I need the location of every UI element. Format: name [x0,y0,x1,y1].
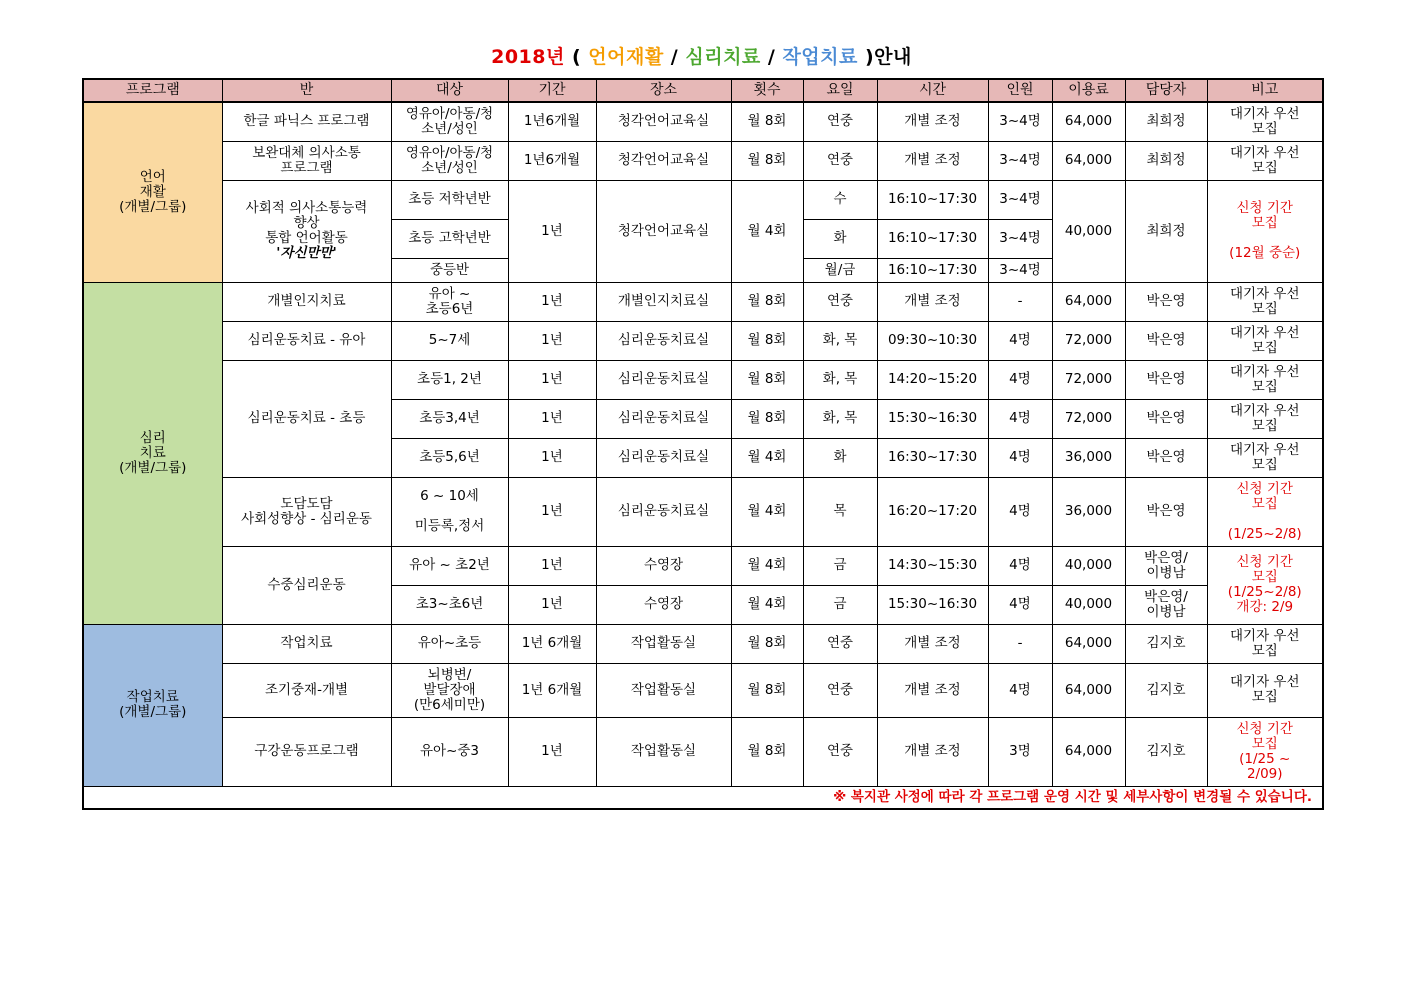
cell-target: 초등 고학년반 [391,219,508,258]
cell-period: 1년 [508,438,596,477]
cell-fee: 72,000 [1052,399,1125,438]
cell-note: 대기자 우선 모집 [1207,360,1323,399]
cell-fee: 64,000 [1052,282,1125,321]
cell-day: 연중 [803,282,877,321]
title-language-therapy: 언어재활 [588,46,664,68]
cell-people: 3~4명 [988,141,1052,180]
cell-count: 월 4회 [731,546,803,585]
cell-staff: 박은영 [1125,399,1207,438]
cell-people: 4명 [988,477,1052,546]
cell-time: 16:10~17:30 [877,219,988,258]
cell-period: 1년 [508,282,596,321]
cell-place: 작업활동실 [596,624,731,663]
cell-period: 1년 [508,477,596,546]
cell-people: 3~4명 [988,258,1052,282]
cell-people: 4명 [988,546,1052,585]
cell-people: 3~4명 [988,219,1052,258]
cell-target: 유아 ~ 초2년 [391,546,508,585]
title-sep-2: / [760,46,783,68]
header-people: 인원 [988,79,1052,102]
cell-day: 목 [803,477,877,546]
title-occupational-therapy: 작업치료 [782,46,858,68]
category-psychotherapy: 심리 치료 (개별/그룹) [83,282,222,624]
cell-target [391,477,508,546]
cell-time: 16:30~17:30 [877,438,988,477]
header-time: 시간 [877,79,988,102]
cell-fee: 64,000 [1052,624,1125,663]
cell-count: 월 8회 [731,141,803,180]
cell-class: 심리운동치료 - 유아 [222,321,391,360]
cell-place: 청각언어교육실 [596,180,731,282]
cell-time: 09:30~10:30 [877,321,988,360]
table-header-row [83,79,1323,102]
cell-time: 15:30~16:30 [877,399,988,438]
cell-time: 개별 조정 [877,717,988,786]
cell-period: 1년 6개월 [508,663,596,717]
cell-count: 월 8회 [731,663,803,717]
category-occupational-therapy: 작업치료 (개별/그룹) [83,624,222,786]
class-name: 사회적 의사소통능력 향상 통합 언어활동 [245,200,368,246]
cell-count: 월 8회 [731,399,803,438]
table-row [83,102,1323,141]
cell-place: 심리운동치료실 [596,360,731,399]
cell-staff: 김지호 [1125,663,1207,717]
cell-class: 도담도담 사회성향상 - 심리운동 [222,477,391,546]
header-day: 요일 [803,79,877,102]
cell-staff: 박은영 [1125,360,1207,399]
cell-target: 뇌병변/ 발달장애 (만6세미만) [391,663,508,717]
cell-target: 영유아/아동/청 소년/성인 [391,141,508,180]
cell-people: 4명 [988,399,1052,438]
category-language-therapy: 언어 재활 (개별/그룹) [83,102,222,282]
cell-class [222,180,391,282]
cell-target: 중등반 [391,258,508,282]
cell-count: 월 4회 [731,477,803,546]
cell-fee: 36,000 [1052,438,1125,477]
cell-note: 대기자 우선 모집 [1207,663,1323,717]
cell-class: 수중심리운동 [222,546,391,624]
cell-place: 심리운동치료실 [596,438,731,477]
cell-note: 대기자 우선 모집 [1207,141,1323,180]
title-year: 2018년 [491,46,565,68]
cell-count: 월 8회 [731,102,803,141]
cell-day: 연중 [803,663,877,717]
cell-count: 월 8회 [731,282,803,321]
header-note: 비고 [1207,79,1323,102]
note-date: (12월 중순) [1229,245,1301,261]
cell-note: 신청 기간 모집 (1/25~2/8) 개강: 2/9 [1207,546,1323,624]
cell-target: 5~7세 [391,321,508,360]
cell-staff: 최희정 [1125,180,1207,282]
cell-staff: 최희정 [1125,141,1207,180]
cell-fee: 40,000 [1052,585,1125,624]
cell-note: 대기자 우선 모집 [1207,438,1323,477]
cell-fee: 64,000 [1052,141,1125,180]
title-close: )안내 [857,46,912,68]
cell-staff: 박은영 [1125,282,1207,321]
cell-people: 3명 [988,717,1052,786]
target-type: 미등록,정서 [414,518,485,534]
title-sep-1: / [663,46,686,68]
cell-time: 15:30~16:30 [877,585,988,624]
cell-people: 3~4명 [988,180,1052,219]
cell-staff: 박은영/ 이병남 [1125,546,1207,585]
cell-period: 1년 6개월 [508,624,596,663]
cell-staff: 김지호 [1125,717,1207,786]
title-psychotherapy: 심리치료 [685,46,761,68]
target-age: 6 ~ 10세 [420,488,479,504]
cell-people: 3~4명 [988,102,1052,141]
cell-day: 수 [803,180,877,219]
cell-place: 작업활동실 [596,717,731,786]
cell-day: 화 [803,219,877,258]
cell-place: 심리운동치료실 [596,399,731,438]
cell-count: 월 4회 [731,180,803,282]
cell-target: 유아~초등 [391,624,508,663]
cell-period: 1년 [508,717,596,786]
cell-place: 청각언어교육실 [596,102,731,141]
cell-target: 초등3,4년 [391,399,508,438]
table-row [83,141,1323,180]
note-recruit: 신청 기간 모집 [1236,480,1293,512]
header-target: 대상 [391,79,508,102]
table-row [83,360,1323,399]
cell-place: 작업활동실 [596,663,731,717]
cell-fee: 72,000 [1052,360,1125,399]
cell-day: 화, 목 [803,321,877,360]
header-count: 횟수 [731,79,803,102]
cell-time: 16:10~17:30 [877,180,988,219]
cell-target: 유아~중3 [391,717,508,786]
cell-time: 16:20~17:20 [877,477,988,546]
cell-period: 1년 [508,399,596,438]
cell-note: 신청 기간 모집 (1/25 ~ 2/09) [1207,717,1323,786]
footnote: ※ 복지관 사정에 따라 각 프로그램 운영 시간 및 세부사항이 변경될 수 있습니다. [83,786,1323,809]
cell-time: 16:10~17:30 [877,258,988,282]
cell-class: 심리운동치료 - 초등 [222,360,391,477]
page-title [0,42,1403,69]
cell-time: 개별 조정 [877,663,988,717]
header-period: 기간 [508,79,596,102]
cell-people: 4명 [988,321,1052,360]
cell-day: 월/금 [803,258,877,282]
table-row [83,282,1323,321]
table-row [83,624,1323,663]
cell-target: 초등 저학년반 [391,180,508,219]
cell-period: 1년 [508,360,596,399]
note-recruit: 신청 기간 모집 [1236,200,1293,231]
cell-target: 초3~초6년 [391,585,508,624]
cell-fee: 64,000 [1052,102,1125,141]
header-place: 장소 [596,79,731,102]
cell-staff: 박은영/ 이병남 [1125,585,1207,624]
cell-day: 연중 [803,102,877,141]
cell-place: 심리운동치료실 [596,321,731,360]
cell-day: 연중 [803,624,877,663]
cell-target: 초등1, 2년 [391,360,508,399]
cell-staff: 최희정 [1125,102,1207,141]
cell-fee: 64,000 [1052,717,1125,786]
cell-place: 수영장 [596,585,731,624]
cell-staff: 박은영 [1125,321,1207,360]
cell-target: 영유아/아동/청 소년/성인 [391,102,508,141]
cell-time: 14:30~15:30 [877,546,988,585]
cell-fee: 40,000 [1052,546,1125,585]
cell-class: 한글 파닉스 프로그램 [222,102,391,141]
cell-people: - [988,624,1052,663]
cell-period: 1년 [508,546,596,585]
header-staff: 담당자 [1125,79,1207,102]
cell-target: 초등5,6년 [391,438,508,477]
cell-period: 1년6개월 [508,141,596,180]
header-fee: 이용료 [1052,79,1125,102]
cell-period: 1년 [508,180,596,282]
cell-day: 화 [803,438,877,477]
cell-place: 청각언어교육실 [596,141,731,180]
cell-time: 개별 조정 [877,102,988,141]
cell-note: 대기자 우선 모집 [1207,102,1323,141]
cell-period: 1년 [508,321,596,360]
cell-class: 작업치료 [222,624,391,663]
cell-target: 유아 ~ 초등6년 [391,282,508,321]
cell-fee: 36,000 [1052,477,1125,546]
cell-count: 월 4회 [731,438,803,477]
cell-fee: 40,000 [1052,180,1125,282]
cell-class: 개별인지치료 [222,282,391,321]
cell-people: - [988,282,1052,321]
cell-count: 월 8회 [731,321,803,360]
cell-fee: 72,000 [1052,321,1125,360]
cell-day: 연중 [803,717,877,786]
program-schedule-table [82,78,1324,810]
title-open: ( [564,46,589,68]
table-row [83,321,1323,360]
cell-people: 4명 [988,585,1052,624]
note-date: (1/25~2/8) [1227,525,1302,542]
class-nickname: '자신만만' [276,245,337,261]
cell-class: 보완대체 의사소통 프로그램 [222,141,391,180]
cell-people: 4명 [988,438,1052,477]
table-row [83,717,1323,786]
cell-day: 화, 목 [803,360,877,399]
cell-staff: 김지호 [1125,624,1207,663]
cell-place: 심리운동치료실 [596,477,731,546]
cell-note: 대기자 우선 모집 [1207,399,1323,438]
header-program: 프로그램 [83,79,222,102]
header-class: 반 [222,79,391,102]
cell-note [1207,180,1323,282]
cell-staff: 박은영 [1125,477,1207,546]
cell-class: 조기중재-개별 [222,663,391,717]
table-row [83,663,1323,717]
cell-place: 개별인지치료실 [596,282,731,321]
cell-day: 화, 목 [803,399,877,438]
cell-time: 14:20~15:20 [877,360,988,399]
cell-staff: 박은영 [1125,438,1207,477]
cell-count: 월 8회 [731,360,803,399]
cell-time: 개별 조정 [877,282,988,321]
cell-note: 대기자 우선 모집 [1207,282,1323,321]
cell-period: 1년 [508,585,596,624]
table-row [83,180,1323,219]
cell-time: 개별 조정 [877,624,988,663]
cell-note: 대기자 우선 모집 [1207,624,1323,663]
cell-day: 금 [803,585,877,624]
cell-note: 대기자 우선 모집 [1207,321,1323,360]
cell-place: 수영장 [596,546,731,585]
cell-day: 금 [803,546,877,585]
cell-count: 월 8회 [731,624,803,663]
cell-count: 월 8회 [731,717,803,786]
cell-note [1207,477,1323,546]
table-row [83,546,1323,585]
cell-people: 4명 [988,663,1052,717]
cell-count: 월 4회 [731,585,803,624]
cell-time: 개별 조정 [877,141,988,180]
cell-period: 1년6개월 [508,102,596,141]
footnote-row [83,786,1323,809]
cell-class: 구강운동프로그램 [222,717,391,786]
cell-day: 연중 [803,141,877,180]
table-row [83,477,1323,546]
cell-people: 4명 [988,360,1052,399]
cell-fee: 64,000 [1052,663,1125,717]
